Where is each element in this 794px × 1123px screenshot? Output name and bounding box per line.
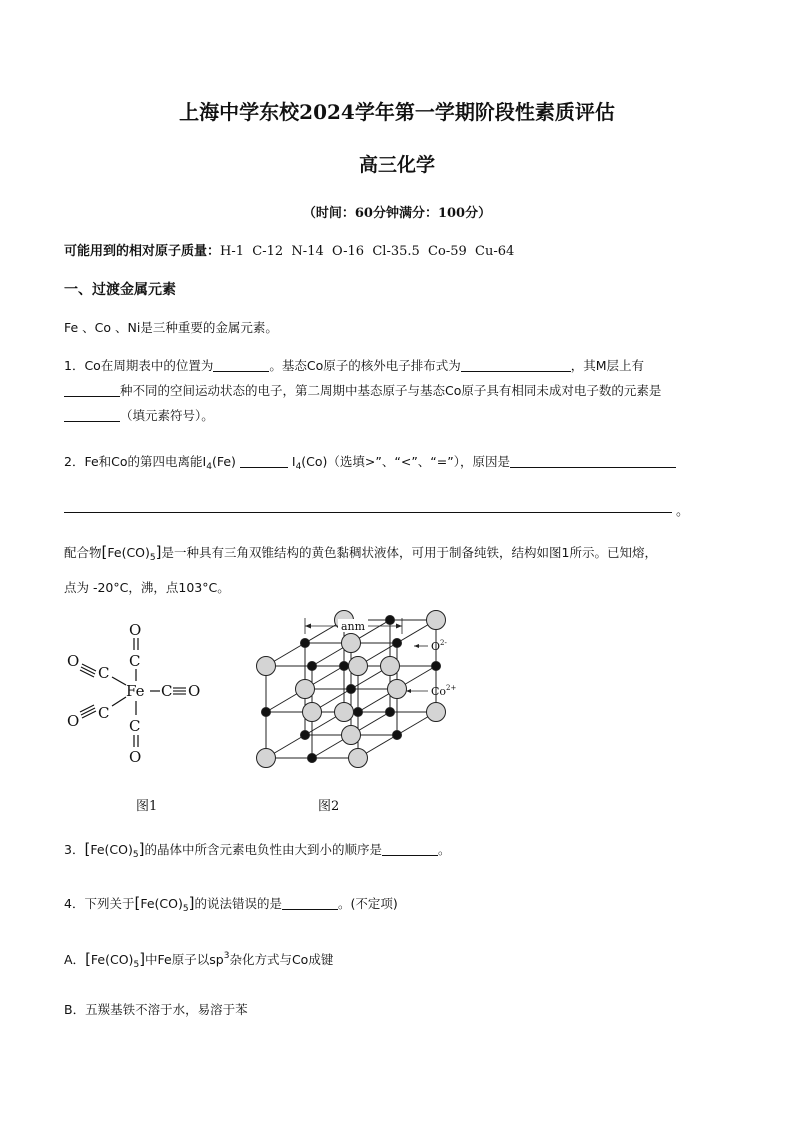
q4-line: 4．下列关于$[Fe(CO)_5]$的说法错误的是 。(不定项) bbox=[64, 894, 398, 914]
fig1-bottom-o: O bbox=[129, 748, 142, 766]
q2-sub-4b: 4 bbox=[295, 462, 302, 472]
q2-co: (Co)（选填>”、“<”、“=”），原因是 bbox=[301, 454, 510, 469]
cobalt-ion-atom bbox=[386, 616, 395, 625]
fig1-fe: Fe bbox=[126, 682, 145, 700]
q3-text: 的晶体中所含元素电负性由大到小的顺序是 bbox=[144, 842, 382, 857]
option-a-sup3: 3 bbox=[223, 951, 230, 961]
option-a-text-b: 杂化方式与Co成键 bbox=[229, 952, 334, 967]
cobalt-ion-atom bbox=[308, 754, 317, 763]
exam-title: 上海中学东校2024学年第一学期阶段性素质评估 bbox=[179, 100, 615, 124]
oxide-ion-atom bbox=[335, 703, 354, 722]
fig1-right-c: C bbox=[161, 682, 173, 700]
complex-sub5: 5 bbox=[149, 553, 156, 563]
q1-blank-config[interactable] bbox=[461, 357, 571, 372]
q1-line3 bbox=[64, 406, 214, 424]
fig1-ul-o: O bbox=[67, 652, 80, 670]
cobalt-ion-atom bbox=[386, 708, 395, 717]
fig1-top-c: C bbox=[129, 652, 141, 670]
oxide-ion-atom bbox=[257, 749, 276, 768]
q2-answer-line[interactable] bbox=[64, 512, 672, 513]
q4-num: 4．下列关于 bbox=[64, 896, 135, 911]
figure1-structure bbox=[60, 614, 220, 774]
atomic-mass-line bbox=[64, 240, 514, 259]
fig2-dimension-label: anm bbox=[341, 620, 366, 633]
q2-blank-compare[interactable] bbox=[240, 453, 288, 468]
figure2-caption: 图2 bbox=[318, 799, 340, 814]
q2-fe: (Fe) bbox=[211, 454, 236, 469]
cobalt-ion-atom bbox=[347, 685, 356, 694]
q1-text-c: ，其M层上有 bbox=[570, 358, 645, 373]
section-heading: 一、过渡金属元素 bbox=[64, 282, 176, 298]
q3-num: 3． bbox=[64, 842, 85, 857]
q1-text-line2: 种不同的空间运动状态的电子，第二周期中基态原子与基态Co原子具有相同未成对电子数的元素是 bbox=[120, 383, 662, 398]
q4-text: 的说法错误的是 bbox=[194, 896, 282, 911]
fig2-legend-o: O bbox=[431, 640, 441, 653]
atomic-mass-values: H-1 C-12 N-14 O-16 Cl-35.5 Co-59 Cu-64 bbox=[220, 244, 515, 259]
fig1-ul-c: C bbox=[98, 664, 110, 682]
cobalt-ion-atom bbox=[308, 662, 317, 671]
fig1-ll-o: O bbox=[67, 712, 80, 730]
exam-time-note: （时间：60分钟满分：100分） bbox=[302, 206, 492, 221]
q3-blank[interactable] bbox=[382, 841, 438, 856]
cobalt-ion-atom bbox=[393, 731, 402, 740]
fig1-bottom-c: C bbox=[129, 717, 141, 735]
q2-end-mark: 。 bbox=[676, 504, 690, 519]
cobalt-ion-atom bbox=[301, 639, 310, 648]
complex-formula: Fe(CO) bbox=[107, 545, 150, 560]
figure1-caption: 图1 bbox=[136, 799, 158, 814]
complex-desc1: 是一种具有三角双锥结构的黄色黏稠状液体，可用于制备纯铁，结构如图1所示。已知熔， bbox=[161, 545, 657, 560]
fig2-legend-co-charge: 2+ bbox=[446, 684, 457, 692]
q3-line: 3．$[Fe(CO)_5]$的晶体中所含元素电负性由大到小的顺序是 。 bbox=[64, 840, 451, 860]
option-a[interactable]: A．$[Fe(CO)_5]$中Fe原子以$sp^3$杂化方式与Co成键 bbox=[64, 950, 334, 970]
oxide-ion-atom bbox=[349, 749, 368, 768]
q1-blank-states[interactable] bbox=[64, 382, 120, 397]
q1-blank-element[interactable] bbox=[64, 407, 120, 422]
exam-subject: 高三化学 bbox=[358, 154, 435, 176]
q4-end: 。(不定项) bbox=[337, 896, 398, 911]
complex-desc-line1: 配合物$[Fe(CO)_5]$是一种具有三角双锥结构的黄色黏稠状液体，可用于制备纯铁，结构如图1所示。已知熔， bbox=[64, 543, 657, 563]
fig1-right-o: O bbox=[188, 682, 201, 700]
fig2-legend-o-charge: 2- bbox=[440, 639, 447, 647]
cobalt-ion-atom bbox=[354, 708, 363, 717]
q1-blank-position[interactable] bbox=[213, 357, 269, 372]
q2-line: 2．Fe和Co的第四电离能$I_4(Fe)$ $I_4(Co)$（选填>”、“<”、“=”），原因是 bbox=[64, 452, 676, 472]
atomic-mass-label: 可能用到的相对原子质量： bbox=[64, 244, 221, 259]
oxide-ion-atom bbox=[342, 726, 361, 745]
oxide-ion-atom bbox=[257, 657, 276, 676]
fig1-top-o: O bbox=[129, 621, 142, 639]
q3-end: 。 bbox=[437, 842, 451, 857]
oxide-ion-atom bbox=[388, 680, 407, 699]
oxide-ion-atom bbox=[427, 611, 446, 630]
svg-text:O2- bbox=[431, 639, 447, 653]
section-intro: Fe 、Co 、Ni是三种重要的金属元素。 bbox=[64, 320, 278, 335]
option-a-text-a: 中Fe原子以sp bbox=[145, 952, 224, 967]
q1-text-a: 1．Co在周期表中的位置为 bbox=[64, 358, 214, 373]
q2-text-a: 2．Fe和Co的第四电离能I bbox=[64, 454, 207, 469]
cobalt-ion-atom bbox=[432, 662, 441, 671]
oxide-ion-atom bbox=[342, 634, 361, 653]
fig1-ll-c: C bbox=[98, 704, 110, 722]
cobalt-ion-atom bbox=[393, 639, 402, 648]
cobalt-ion-atom bbox=[301, 731, 310, 740]
option-a-label: A． bbox=[64, 952, 86, 967]
option-b[interactable]: B．五羰基铁不溶于水，易溶于苯 bbox=[64, 1002, 248, 1017]
fig2-legend-co: Co bbox=[431, 685, 447, 698]
oxide-ion-atom bbox=[296, 680, 315, 699]
figure2-lattice bbox=[248, 608, 518, 778]
q4-blank[interactable] bbox=[282, 895, 338, 910]
cobalt-ion-atom bbox=[262, 708, 271, 717]
q1-text-b: 。基态Co原子的核外电子排布式为 bbox=[269, 358, 461, 373]
cobalt-ion-atom bbox=[340, 662, 349, 671]
oxide-ion-atom bbox=[427, 703, 446, 722]
oxide-ion-atom bbox=[381, 657, 400, 676]
q1-line2 bbox=[64, 381, 661, 399]
complex-prefix: 配合物 bbox=[64, 545, 102, 560]
oxide-ion-atom bbox=[303, 703, 322, 722]
complex-desc-line2: 点为 -20°C，沸，点103°C。 bbox=[64, 580, 230, 595]
svg-text:Co2+ bbox=[431, 684, 457, 698]
q2-blank-reason[interactable] bbox=[510, 453, 676, 468]
q1-text-line3: （填元素符号）。 bbox=[120, 408, 214, 423]
oxide-ion-atom bbox=[349, 657, 368, 676]
q2-sub-4a: 4 bbox=[206, 462, 212, 472]
q1-line1 bbox=[64, 356, 644, 374]
